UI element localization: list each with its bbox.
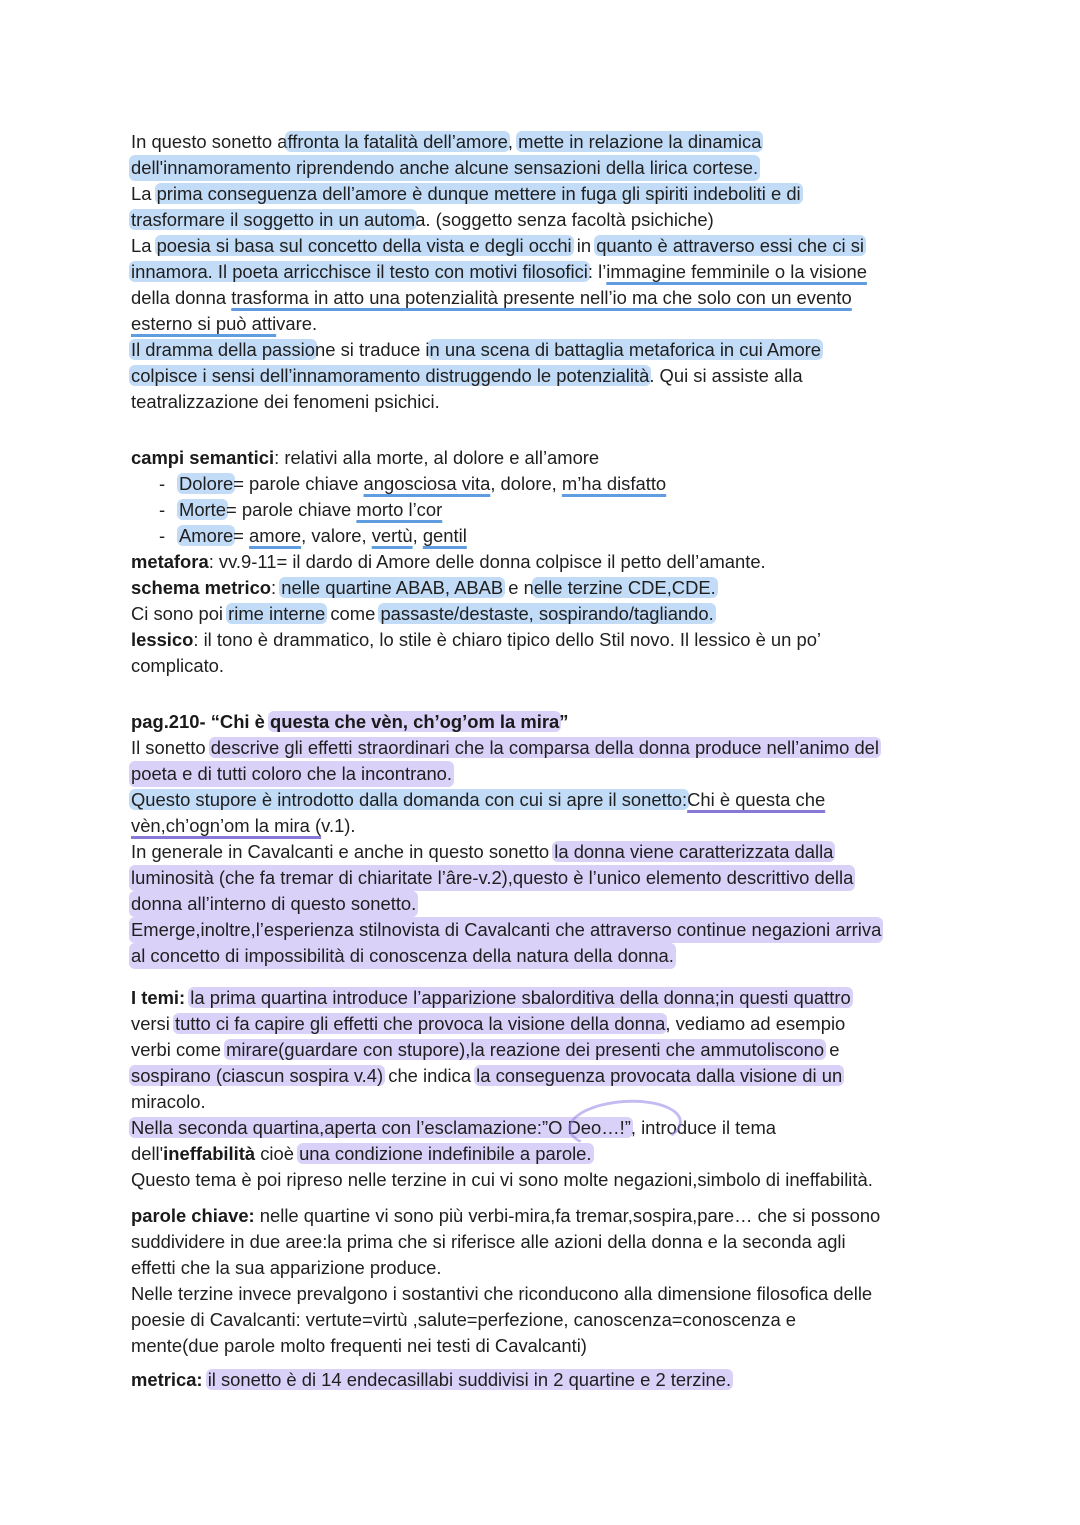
- schema-metrico-line: schema metrico: nelle quartine ABAB, ABAB e nelle terzine CDE,CDE.: [131, 577, 716, 598]
- text-line: versi tutto ci fa capire gli effetti che provoca la visione della donna, vediamo ad esempio: [131, 1013, 846, 1034]
- text-line: Questo tema è poi ripreso nelle terzine in cui vi sono molte negazioni,simbolo di ineffabilità.: [131, 1169, 873, 1190]
- text-line: dell'ineffabilità cioè una condizione indefinibile a parole.: [131, 1143, 592, 1164]
- text-line: dell'innamoramento riprendendo anche alcune sensazioni della lirica cortese.: [129, 155, 760, 181]
- text-line: Nelle terzine invece prevalgono i sostantivi che riconducono alla dimensione filosofica delle: [131, 1283, 873, 1304]
- text-line: al concetto di impossibilità di conoscenza della natura della donna.: [129, 943, 676, 969]
- text-line: Nella seconda quartina,aperta con l’esclamazione:”O Deo…!”, introduce il tema: [131, 1117, 777, 1138]
- list-item: - Dolore= parole chiave angosciosa vita, dolore, m’ha disfatto: [159, 473, 667, 494]
- list-item: - Amore= amore, valore, vertù, gentil: [159, 525, 467, 546]
- text-line: teatralizzazione dei fenomeni psichici.: [131, 391, 440, 412]
- metrica-line: metrica: il sonetto è di 14 endecasillabi suddivisi in 2 quartine e 2 terzine.: [131, 1369, 732, 1390]
- text-line: complicato.: [131, 655, 225, 676]
- text-line: luminosità (che fa tremar di chiaritate l’âre-v.2),questo è l’unico elemento descrittivo della: [129, 865, 855, 891]
- text-line: vèn,ch’ogn’om la mira (v.1).: [131, 815, 356, 836]
- text-line: donna all’interno di questo sonetto.: [129, 891, 418, 917]
- text-line: innamora. Il poeta arricchisce il testo con motivi filosofici: l’immagine femminile o la visione: [131, 261, 867, 282]
- text-line: Emerge,inoltre,l’esperienza stilnovista di Cavalcanti che attraverso continue negazioni arriva: [129, 917, 883, 943]
- text-line: La poesia si basa sul concetto della vista e degli occhi in quanto è attraverso essi che ci si: [131, 235, 865, 256]
- text-line: Il dramma della passione si traduce in una scena di battaglia metaforica in cui Amore: [131, 339, 822, 360]
- text-line: effetti che la sua apparizione produce.: [131, 1257, 442, 1278]
- text-line: sospirano (ciascun sospira v.4) che indica la conseguenza provocata dalla visione di un: [131, 1065, 843, 1086]
- text-line: della donna trasforma in atto una potenzialità presente nell’io ma che solo con un evento: [131, 287, 852, 308]
- rime-line: Ci sono poi rime interne come passaste/destaste, sospirando/tagliando.: [131, 603, 714, 624]
- text-line: In questo sonetto affronta la fatalità dell’amore, mette in relazione la dinamica: [131, 131, 762, 152]
- lessico-line: lessico: il tono è drammatico, lo stile è chiaro tipico dello Stil novo. Il lessico è un po’: [131, 629, 822, 650]
- text-line: suddividere in due aree:la prima che si riferisce alle azioni della donna e la seconda agli: [131, 1231, 846, 1252]
- text-line: verbi come mirare(guardare con stupore),la reazione dei presenti che ammutoliscono e: [131, 1039, 840, 1060]
- text-line: mente(due parole molto frequenti nei testi di Cavalcanti): [131, 1335, 587, 1356]
- text-line: poesie di Cavalcanti: vertute=virtù ,salute=perfezione, canoscenza=conoscenza e: [131, 1309, 797, 1330]
- text-line: Il sonetto descrive gli effetti straordinari che la comparsa della donna produce nell’animo del: [131, 737, 879, 758]
- text-line: In generale in Cavalcanti e anche in questo sonetto la donna viene caratterizzata dalla: [131, 841, 834, 862]
- parole-chiave-line: parole chiave: nelle quartine vi sono più verbi-mira,fa tremar,sospira,pare… che si possono: [131, 1205, 881, 1226]
- text-line: Questo stupore è introdotto dalla domanda con cui si apre il sonetto:Chi è questa che: [131, 789, 826, 810]
- temi-line: I temi: la prima quartina introduce l’apparizione sbalorditiva della donna;in questi quattro: [131, 987, 851, 1008]
- text-line: miracolo.: [131, 1091, 206, 1112]
- section-title: pag.210- “Chi è questa che vèn, ch’og’om la mira”: [131, 711, 569, 732]
- metafora-line: metafora: vv.9-11= il dardo di Amore delle donna colpisce il petto dell’amante.: [131, 551, 766, 572]
- campi-semantici-heading: campi semantici: relativi alla morte, al dolore e all’amore: [131, 447, 600, 468]
- list-item: - Morte= parole chiave morto l’cor: [159, 499, 443, 520]
- text-line: La prima conseguenza dell’amore è dunque mettere in fuga gli spiriti indeboliti e di: [131, 183, 801, 204]
- text-line: poeta e di tutti coloro che la incontrano.: [129, 761, 454, 787]
- text-line: colpisce i sensi dell’innamoramento distruggendo le potenzialità. Qui si assiste alla: [131, 365, 803, 386]
- text-line: trasformare il soggetto in un automa. (soggetto senza facoltà psichiche): [131, 209, 714, 230]
- text-line: esterno si può attivare.: [131, 313, 318, 334]
